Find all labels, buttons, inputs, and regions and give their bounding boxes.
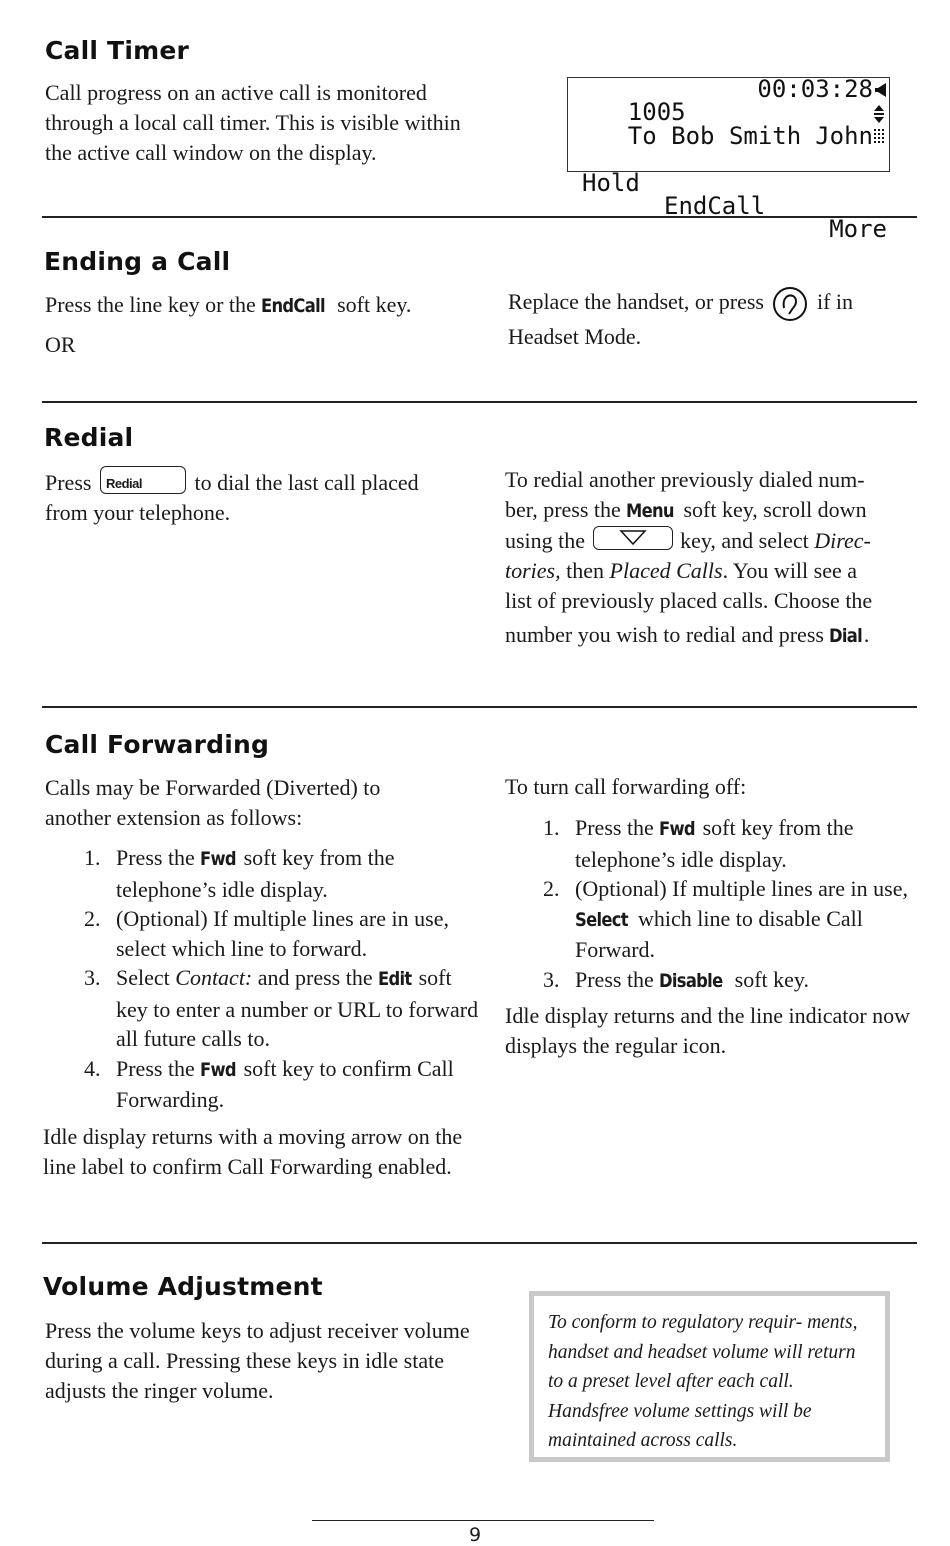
forwarding-off-intro: To turn call forwarding off: bbox=[505, 774, 747, 799]
redial-key[interactable]: Redial bbox=[100, 466, 186, 494]
redial-left-text: Press Redial to dial the last call placed from your telephone. bbox=[45, 466, 495, 528]
dial-softkey-label: Dial bbox=[829, 624, 863, 647]
ending-call-right-text: Replace the handset, or press if in Headset Mode. bbox=[508, 286, 908, 352]
forwarding-off-step: 2. (Optional) If multiple lines are in use, Select which line to disable Call Forward. bbox=[543, 876, 908, 962]
section-divider bbox=[42, 401, 917, 403]
disable-softkey-label: Disable bbox=[659, 969, 723, 992]
call-forwarding-heading: Call Forwarding bbox=[45, 730, 270, 759]
forwarding-intro: Calls may be Forwarded (Diverted) to another extension as follows: bbox=[45, 775, 381, 830]
page-number: 9 bbox=[468, 1524, 482, 1546]
footer-rule bbox=[312, 1520, 654, 1521]
forwarding-step: 4. Press the Fwd soft key to confirm Call Forwarding. bbox=[84, 1055, 454, 1112]
fwd-softkey-label: Fwd bbox=[200, 1058, 237, 1081]
section-divider bbox=[42, 1242, 917, 1244]
display-timer: 00:03:28 bbox=[757, 75, 873, 103]
forwarding-off-outro: Idle display returns and the line indicator now displays the regular icon. bbox=[505, 1003, 911, 1058]
display-line-label: John bbox=[815, 122, 873, 150]
forwarding-step: 3. Select Contact: and press the Edit soft key to enter a number or URL to forward all future calls to. bbox=[84, 965, 479, 1051]
headset-key-icon bbox=[771, 286, 809, 322]
fwd-softkey-label: Fwd bbox=[200, 848, 237, 870]
ending-call-or: OR bbox=[45, 332, 76, 357]
redial-right-text: To redial another previously dialed num- ber, press the Menu soft key, scroll down using the key, and select Direc- tories, then Placed Calls. You will see a list of previously placed calls. Choose the number you wish to redial and press Dial. bbox=[505, 465, 920, 651]
call-timer-heading: Call Timer bbox=[45, 36, 190, 65]
volume-text: Press the volume keys to adjust receiver volume during a call. Pressing these keys in idle state adjusts the ringer volume. bbox=[45, 1318, 470, 1403]
menu-softkey-label: Menu bbox=[626, 499, 675, 522]
display-extension: 1005 bbox=[627, 98, 686, 126]
edit-softkey-label: Edit bbox=[378, 968, 412, 990]
display-softkey-endcall[interactable]: EndCall bbox=[664, 192, 766, 220]
display-callee: To Bob Smith bbox=[627, 122, 802, 150]
ending-call-heading: Ending a Call bbox=[44, 247, 231, 276]
down-triangle-icon bbox=[620, 530, 646, 545]
forwarding-on-steps bbox=[84, 843, 484, 1115]
regulatory-note: To conform to regulatory requir- ments, handset and headset volume will return to a preset level after each call. Handsfree volume settings will be maintained across calls. bbox=[529, 1291, 890, 1462]
fwd-softkey-label: Fwd bbox=[659, 818, 696, 840]
forwarding-off-step: 3. Press the Disable soft key. bbox=[543, 965, 913, 997]
forwarding-step: 1. Press the Fwd soft key from the telephone’s idle display. bbox=[84, 845, 395, 902]
section-divider bbox=[42, 216, 917, 218]
display-softkey-more[interactable]: More bbox=[829, 215, 887, 243]
phone-display bbox=[567, 75, 890, 243]
scroll-arrows-icon bbox=[873, 105, 885, 123]
volume-heading: Volume Adjustment bbox=[43, 1272, 323, 1301]
forwarding-off-steps bbox=[543, 813, 913, 996]
call-timer-text: Call progress on an active call is monitored through a local call timer. This is visible within the active call window on the display. bbox=[45, 80, 461, 165]
speaker-icon bbox=[875, 83, 887, 97]
line-status-icon bbox=[874, 129, 887, 145]
section-divider bbox=[42, 706, 917, 708]
select-softkey-label: Select bbox=[575, 908, 628, 931]
forwarding-off-step: 1. Press the Fwd soft key from the telephone’s idle display. bbox=[543, 815, 854, 872]
endcall-softkey-label: EndCall bbox=[261, 295, 326, 317]
ending-call-left-text: Press the line key or the EndCall soft key. bbox=[45, 290, 495, 321]
forwarding-outro: Idle display returns with a moving arrow on the line label to confirm Call Forwarding enabled. bbox=[43, 1124, 463, 1179]
forwarding-step: 2. (Optional) If multiple lines are in use, select which line to forward. bbox=[84, 906, 449, 961]
display-softkey-hold[interactable]: Hold bbox=[582, 169, 640, 197]
scroll-down-key[interactable] bbox=[593, 526, 673, 550]
redial-heading: Redial bbox=[44, 423, 134, 452]
